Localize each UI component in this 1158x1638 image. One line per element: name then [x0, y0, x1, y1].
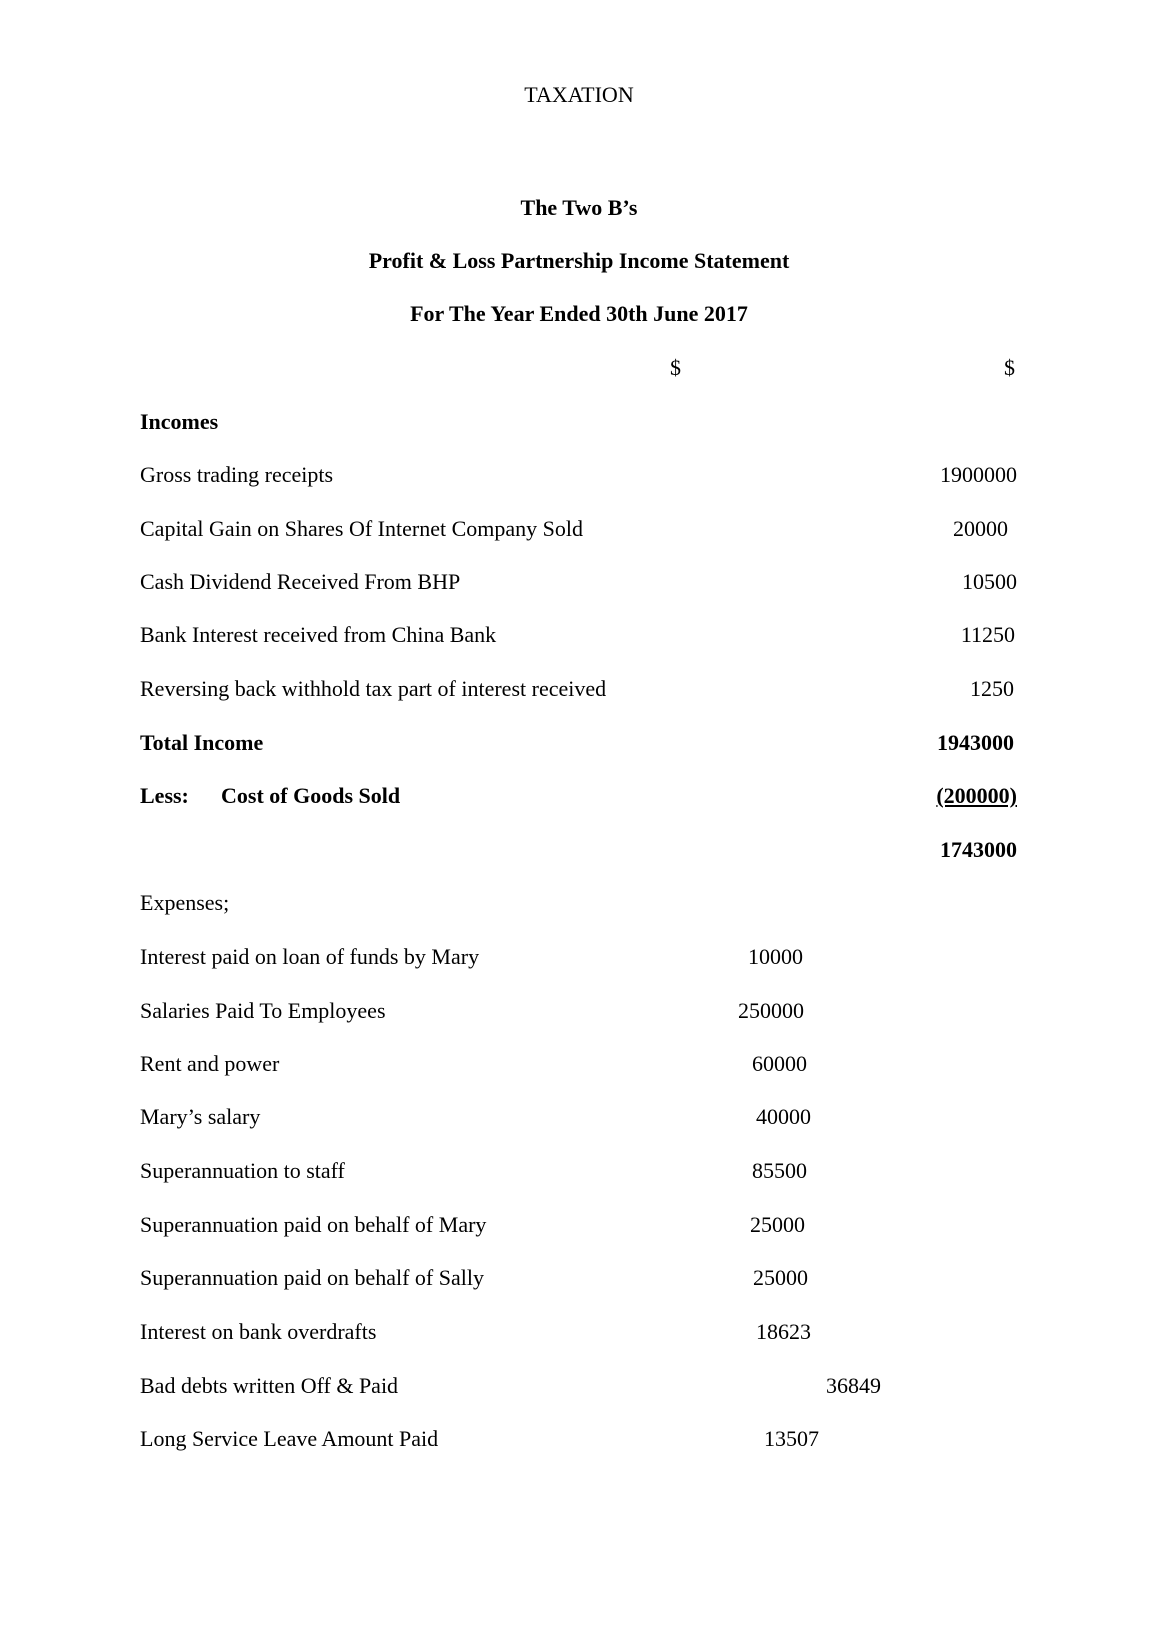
- expense-amount: 250000: [738, 998, 804, 1023]
- income-amount: 1900000: [940, 462, 1017, 487]
- statement-title: Profit & Loss Partnership Income Statement: [368, 248, 790, 273]
- incomes-heading: Incomes: [140, 409, 219, 434]
- less-label: Less:: [140, 783, 189, 808]
- income-label: Gross trading receipts: [140, 462, 334, 487]
- income-amount: 1250: [970, 676, 1014, 701]
- expense-label: Superannuation to staff: [140, 1158, 345, 1183]
- expenses-heading: Expenses;: [140, 890, 230, 915]
- currency-header-col1: $: [670, 355, 681, 380]
- cogs-amount: (200000): [936, 783, 1017, 808]
- income-label: Capital Gain on Shares Of Internet Company Sold: [140, 516, 583, 541]
- expense-amount: 40000: [756, 1104, 811, 1129]
- expense-amount: 85500: [752, 1158, 807, 1183]
- expense-label: Superannuation paid on behalf of Sally: [140, 1265, 484, 1290]
- expense-label: Mary’s salary: [140, 1104, 261, 1129]
- currency-header-col2: $: [1004, 355, 1015, 380]
- expense-amount: 18623: [756, 1319, 811, 1344]
- entity-name: The Two B’s: [520, 195, 638, 220]
- income-amount: 20000: [953, 516, 1008, 541]
- income-label: Bank Interest received from China Bank: [140, 622, 497, 647]
- expense-amount: 25000: [753, 1265, 808, 1290]
- expense-label: Salaries Paid To Employees: [140, 998, 386, 1023]
- cogs-label: Cost of Goods Sold: [221, 783, 401, 808]
- income-amount: 11250: [960, 622, 1015, 647]
- statement-period: For The Year Ended 30th June 2017: [410, 301, 748, 326]
- expense-amount: 25000: [750, 1212, 805, 1237]
- total-income-label: Total Income: [140, 730, 264, 755]
- income-amount: 10500: [962, 569, 1017, 594]
- expense-label: Interest on bank overdrafts: [140, 1319, 377, 1344]
- expense-amount: 60000: [752, 1051, 807, 1076]
- income-label: Reversing back withhold tax part of interest received: [140, 676, 607, 701]
- expense-amount: 10000: [748, 944, 803, 969]
- expense-label: Superannuation paid on behalf of Mary: [140, 1212, 487, 1237]
- expense-label: Rent and power: [140, 1051, 280, 1076]
- income-label: Cash Dividend Received From BHP: [140, 569, 461, 594]
- expense-label: Interest paid on loan of funds by Mary: [140, 944, 480, 969]
- running-title: TAXATION: [524, 82, 634, 107]
- total-income-amount: 1943000: [937, 730, 1014, 755]
- expense-label: Bad debts written Off & Paid: [140, 1373, 399, 1398]
- net-amount: 1743000: [940, 837, 1017, 862]
- expense-amount: 36849: [826, 1373, 881, 1398]
- expense-amount: 13507: [764, 1426, 819, 1451]
- expense-label: Long Service Leave Amount Paid: [140, 1426, 439, 1451]
